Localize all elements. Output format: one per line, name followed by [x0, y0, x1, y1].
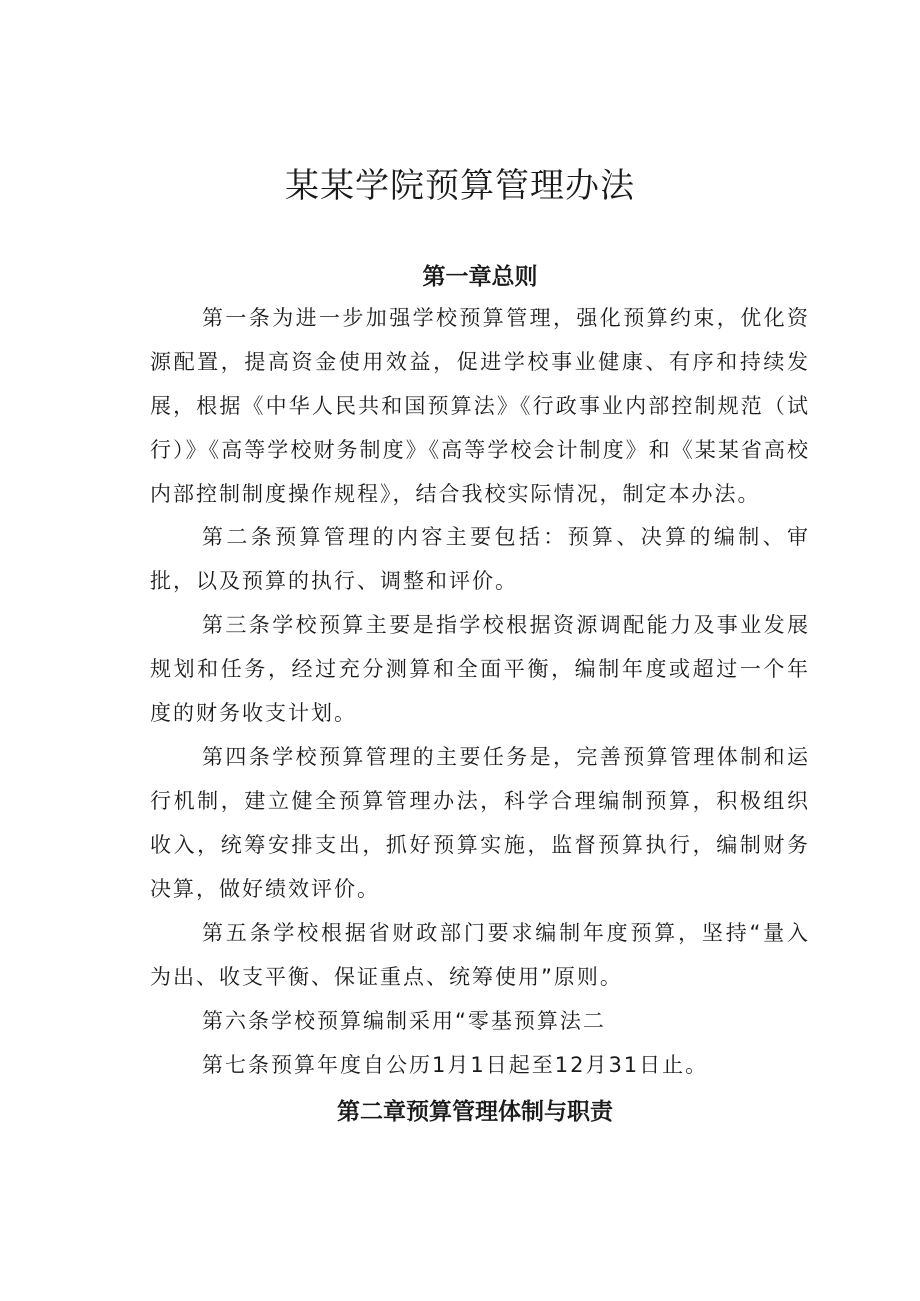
chapter-heading: 第二章预算管理体制与职责	[337, 1099, 613, 1125]
article-paragraph: 第七条预算年度自公历1月1日起至12月31日止。	[202, 1053, 709, 1077]
chapter-heading: 第一章总则	[422, 264, 538, 290]
document-title: 某某学院预算管理办法	[285, 166, 635, 206]
article-paragraph: 第一条为进一步加强学校预算管理，强化预算约束，优化资源配置，提高资金使用效益，促进学校事业健康、有序和持续发展，根据《中华人民共和国预算法》《行政事业内部控制规范（试行）》《高等学校财务制度》《高等学校会计制度》和《某某省高校内部控制制度操作规程》，结合我校实际情况，制定本办法。	[150, 306, 810, 506]
article-paragraph: 第四条学校预算管理的主要任务是，完善预算管理体制和运行机制，建立健全预算管理办法，科学合理编制预算，积极组织收入，统筹安排支出，抓好预算实施，监督预算执行，编制财务决算，做好绩效评价。	[150, 745, 810, 901]
article-paragraph: 第五条学校根据省财政部门要求编制年度预算，坚持“量入为出、收支平衡、保证重点、统筹使用”原则。	[150, 921, 810, 989]
article-paragraph: 第三条学校预算主要是指学校根据资源调配能力及事业发展规划和任务，经过充分测算和全面平衡，编制年度或超过一个年度的财务收支计划。	[150, 613, 810, 725]
article-paragraph: 第二条预算管理的内容主要包括：预算、决算的编制、审批，以及预算的执行、调整和评价。	[150, 525, 810, 593]
article-paragraph: 第六条学校预算编制采用“零基预算法二	[202, 1009, 606, 1033]
